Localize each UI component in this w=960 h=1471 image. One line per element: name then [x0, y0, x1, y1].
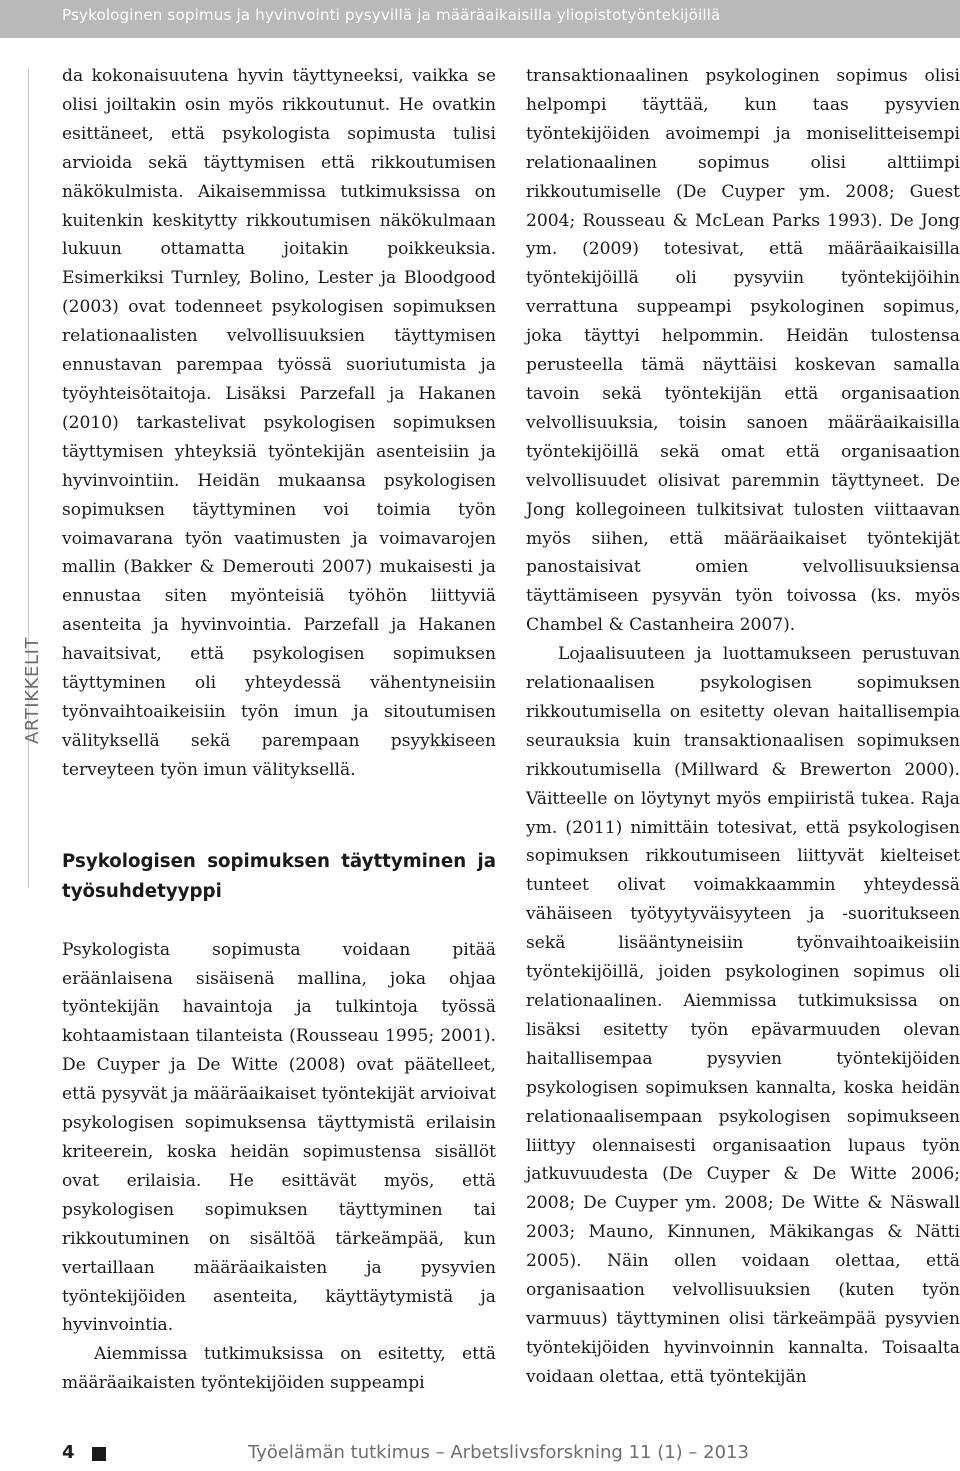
right-column — [526, 62, 960, 1392]
page-number: 4 — [62, 1442, 75, 1463]
section-label: ARTIKKELIT — [22, 636, 43, 744]
left-paragraph-1: da kokonaisuutena hyvin täyttyneeksi, vaikka se olisi joiltakin osin myös rikkoutunut. He ovatkin esittäneet, että psykologista sopimusta tulisi arvioida sekä täyttymisen että rikkoutumisen näkökulmista. Aikaisemmissa tutkimuksissa on kuitenkin keskitytty rikkoutumisen näkökulmaan lukuun ottamatta joitakin poikkeuksia. Esimerkiksi Turnley, Bolino, Lester ja Bloodgood (2003) ovat todenneet psykologisen sopimuksen relationaalisten velvollisuuksien täyttymisen ennustavan parempaa työssä suoriutumista ja työyhteisötaitoja. Lisäksi Parzefall ja Hakanen (2010) tarkastelivat psykologisen sopimuksen täyttymisen yhteyksiä työntekijän asenteisiin ja hyvinvointiin. Heidän mukaansa psykologisen sopimuksen täyttyminen voi toimia työn voimavarana työn vaatimusten ja voimavarojen mallin (Bakker & Demerouti 2007) mukaisesti ja ennustaa siten myönteisiä työhön liittyviä asenteita ja hyvinvointia. Parzefall ja Hakanen havaitsivat, että psykologisen sopimuksen täyttyminen oli yhteydessä vähentyneisiin työnvaihtoaikeisiin työn imun ja sitoutumisen välityksellä sekä parempaan psyykkiseen terveyteen työn imun välityksellä. — [62, 66, 496, 780]
running-header-bar — [0, 0, 960, 38]
left-column — [62, 62, 496, 1398]
left-paragraph-3: Aiemmissa tutkimuksissa on esitetty, että määräaikaisten työntekijöiden suppeampi — [62, 1344, 496, 1394]
right-paragraph-2: Lojaalisuuteen ja luottamukseen perustuvan relationaalisen psykologisen sopimuksen rikkoutumisella on esitetty olevan haitallisempia seurauksia kuin transaktionaalisen sopimuksen rikkoutumisella (Millward & Brewerton 2000). Väitteelle on löytynyt myös empiiristä tukea. Raja ym. (2011) nimittäin totesivat, että psykologisen sopimuksen rikkoutumiseen liittyvät kielteiset tunteet olivat voimakkaammin yhteydessä vähäiseen työtyytyväisyyteen ja -suoritukseen sekä lisääntyneisiin työnvaihtoaikeisiin työntekijöillä, joiden psykologinen sopimus oli relationaalinen. Aiemmissa tutkimuksissa on lisäksi esitetty työn epävarmuuden olevan haitallisempaa pysyvien työntekijöiden psykologisen sopimuksen kannalta, koska heidän relationaalisempaan psykologisen sopimukseen liittyy olennaisesti organisaation lupaus työn jatkuvuudesta (De Cuyper & De Witte 2006; 2008; De Cuyper ym. 2008; De Witte & Näswall 2003; Mauno, Kinnunen, Mäkikangas & Nätti 2005). Näin ollen voidaan olettaa, että organisaation velvollisuuksien (kuten työn varmuus) täyttyminen olisi tärkeämpää pysyvien työntekijöiden hyvinvoinnin kannalta. Toisaalta voidaan olettaa, että työntekijän — [526, 644, 960, 1387]
square-marker-icon — [92, 1447, 106, 1461]
running-title: Psykologinen sopimus ja hyvinvointi pysyvillä ja määräaikaisilla yliopistotyöntekijöillä — [62, 6, 721, 24]
side-divider — [28, 68, 29, 888]
right-paragraph-1: transaktionaalinen psykologinen sopimus olisi helpompi täyttää, kun taas pysyvien työntekijöiden avoimempi ja moniselitteisempi relationaalinen sopimus olisi alttiimpi rikkoutumiselle (De Cuyper ym. 2008; Guest 2004; Rousseau & McLean Parks 1993). De Jong ym. (2009) totesivat, että määräaikaisilla työntekijöillä oli pysyviin työntekijöihin verrattuna suppeampi psykologinen sopimus, joka täyttyi helpommin. Heidän tulostensa perusteella tämä näyttäisi koskevan samalla tavoin sekä työntekijän että organisaation velvollisuuksia, toisin sanoen määräaikaisilla työntekijöillä sekä omat että organisaation velvollisuudet olisivat paremmin täyttyneet. De Jong kollegoineen tulkitsivat tulosten viittaavan myös siihen, että määräaikaiset työntekijät panostaisivat omien velvollisuuksiensa täyttämiseen pysyvän työn toivossa (ks. myös Chambel & Castanheira 2007). — [526, 66, 960, 636]
journal-citation: Työelämän tutkimus – Arbetslivsforskning 11 (1) – 2013 — [248, 1442, 749, 1463]
page-footer — [62, 1442, 922, 1470]
section-heading: Psykologisen sopimuksen täyttyminen ja työsuhdetyyppi — [62, 850, 496, 902]
left-paragraph-2: Psykologista sopimusta voidaan pitää eräänlaisena sisäisenä mallina, joka ohjaa työntekijän havaintoja ja tulkintoja työssä kohtaamistaan tilanteista (Rousseau 1995; 2001). De Cuyper ja De Witte (2008) ovat päätelleet, että pysyvät ja määräaikaiset työntekijät arvioivat psykologisen sopimuksensa täyttymistä erilaisin kriteerein, koska heidän sopimustensa sisällöt ovat erilaisia. He esittävät myös, että psykologisen sopimuksen täyttyminen tai rikkoutuminen on sisältöä tärkeämpää, kun vertaillaan määräaikaisten ja pysyvien työntekijöiden asenteita, käyttäytymistä ja hyvinvointia. — [62, 939, 496, 1336]
